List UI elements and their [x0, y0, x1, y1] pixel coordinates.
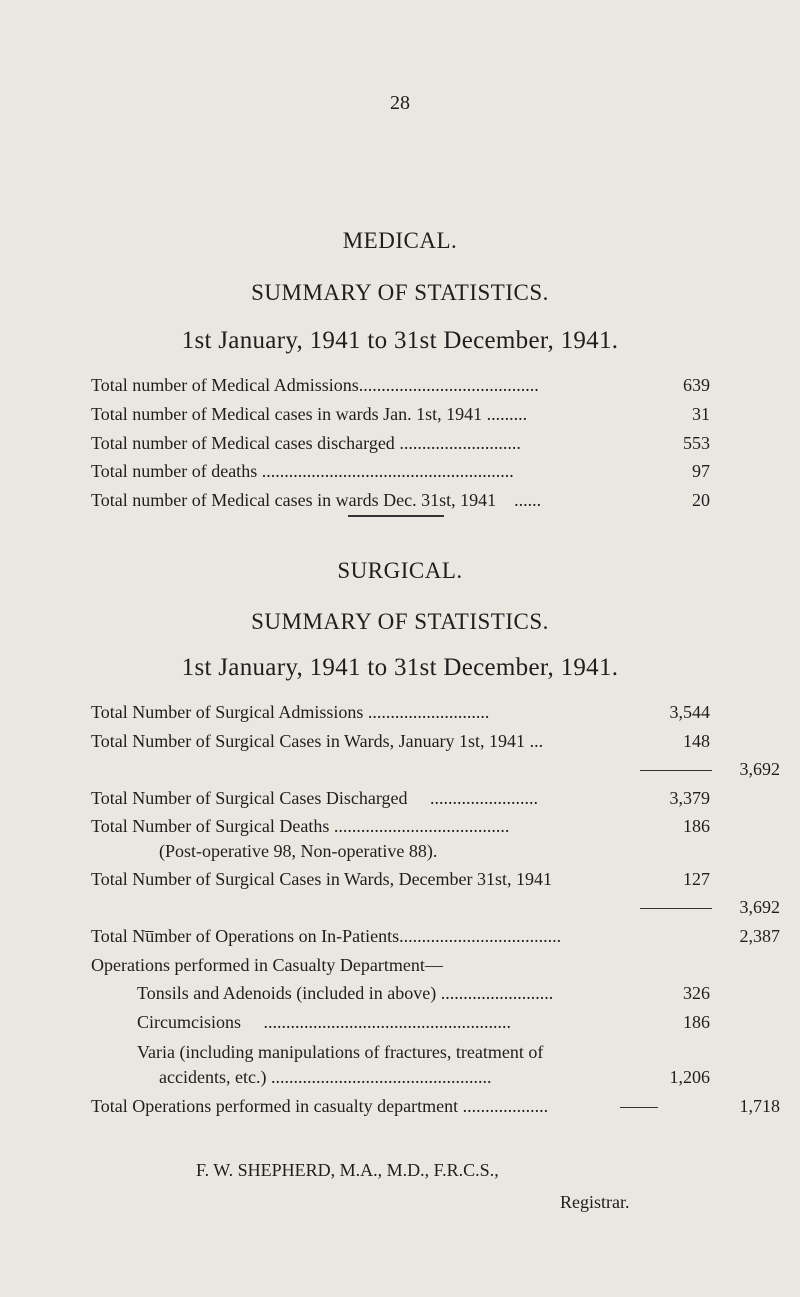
section-divider — [348, 515, 444, 517]
medical-summary-heading: SUMMARY OF STATISTICS. — [251, 280, 549, 305]
subtotal-value: 3,692 — [739, 897, 780, 917]
medical-row — [91, 490, 541, 511]
surgical-row — [91, 702, 489, 723]
row-label: Total number of Medical Admissions — [91, 375, 359, 395]
leader-dots: ...... — [514, 490, 542, 510]
surgical-row — [159, 1067, 491, 1088]
row-label: Total number of Medical cases in wards Dec. 31st, 1941 — [91, 490, 497, 510]
signature-name: F. W. SHEPHERD, M.A., M.D., F.R.C.S., — [196, 1160, 499, 1180]
row-value: 639 — [683, 375, 710, 395]
row-value: 148 — [683, 731, 710, 751]
surgical-summary-heading: SUMMARY OF STATISTICS. — [251, 609, 549, 634]
leader-dots: ........................ — [430, 788, 539, 808]
surgical-row — [91, 1096, 548, 1117]
varia-description: Varia (including manipulations of fractures, treatment of — [137, 1042, 544, 1062]
leader-dots: ....................................................... — [263, 1012, 511, 1032]
medical-period: 1st January, 1941 to 31st December, 1941. — [181, 327, 619, 354]
leader-dots: ........................... — [367, 702, 490, 722]
row-label: Total Number of Surgical Deaths — [91, 816, 330, 836]
row-label: Circumcisions — [137, 1012, 241, 1032]
row-value: 186 — [683, 816, 710, 836]
medical-row — [91, 433, 521, 454]
row-label: Total number of Medical cases in wards Jan. 1st, 1941 — [91, 404, 483, 424]
total-rule — [640, 770, 712, 771]
leader-dots: ......... — [486, 404, 528, 424]
row-label: Total number of Medical cases discharged — [91, 433, 395, 453]
leader-dots: ........................................................ — [261, 461, 514, 481]
row-label: Total Number of Surgical Cases in Wards, December 31st, 1941 — [91, 869, 553, 889]
subtotal-value: 3,692 — [739, 759, 780, 779]
surgical-heading: SURGICAL. — [337, 558, 463, 583]
medical-heading: MEDICAL. — [342, 228, 458, 253]
surgical-row — [91, 816, 509, 837]
row-value: 1,206 — [669, 1067, 710, 1087]
medical-row — [91, 461, 514, 482]
deaths-breakdown-note: (Post-operative 98, Non-operative 88). — [159, 841, 438, 861]
total-rule — [640, 908, 712, 909]
row-value: 97 — [692, 461, 710, 481]
row-value: 3,544 — [669, 702, 710, 722]
leader-dots: ........................................ — [358, 375, 539, 395]
signature-title: Registrar. — [560, 1192, 630, 1212]
leader-dots: ........................... — [399, 433, 521, 453]
row-label: Total Number of Surgical Admissions — [91, 702, 364, 722]
surgical-row — [91, 869, 552, 890]
page-number: 28 — [390, 92, 410, 114]
leader-dots: ................................................. — [270, 1067, 492, 1087]
row-label: Total Nu̅mber of Operations on In-Patients — [91, 926, 400, 946]
leader-dots: ....................................... — [333, 816, 510, 836]
row-label: Total Operations performed in casualty department — [91, 1096, 459, 1116]
medical-row — [91, 375, 539, 396]
casualty-heading: Operations performed in Casualty Department— — [91, 955, 443, 975]
leader-dots: ................... — [462, 1096, 549, 1116]
row-value: 31 — [692, 404, 710, 424]
row-label: Total Number of Surgical Cases in Wards, January 1st, 1941 — [91, 731, 526, 751]
leader-dots: ......................... — [440, 983, 554, 1003]
surgical-row — [91, 731, 543, 752]
surgical-row — [137, 983, 553, 1004]
row-label: Total number of deaths — [91, 461, 258, 481]
total-rule — [620, 1107, 658, 1108]
row-value: 326 — [683, 983, 710, 1003]
surgical-row — [137, 1012, 511, 1033]
row-label: accidents, etc.) — [159, 1067, 267, 1087]
leader-dots: ... — [529, 731, 544, 751]
row-value: 127 — [683, 869, 710, 889]
row-label: Total Number of Surgical Cases Discharged — [91, 788, 408, 808]
leader-dots: .................................... — [399, 926, 562, 946]
row-label: Tonsils and Adenoids (included in above) — [137, 983, 437, 1003]
surgical-row — [91, 788, 538, 809]
surgical-period: 1st January, 1941 to 31st December, 1941. — [181, 654, 619, 681]
row-value: 2,387 — [739, 926, 780, 946]
medical-row — [91, 404, 527, 425]
row-value: 186 — [683, 1012, 710, 1032]
row-value: 20 — [692, 490, 710, 510]
row-value: 3,379 — [669, 788, 710, 808]
row-value: 553 — [683, 433, 710, 453]
surgical-row — [91, 926, 561, 947]
row-value: 1,718 — [739, 1096, 780, 1116]
